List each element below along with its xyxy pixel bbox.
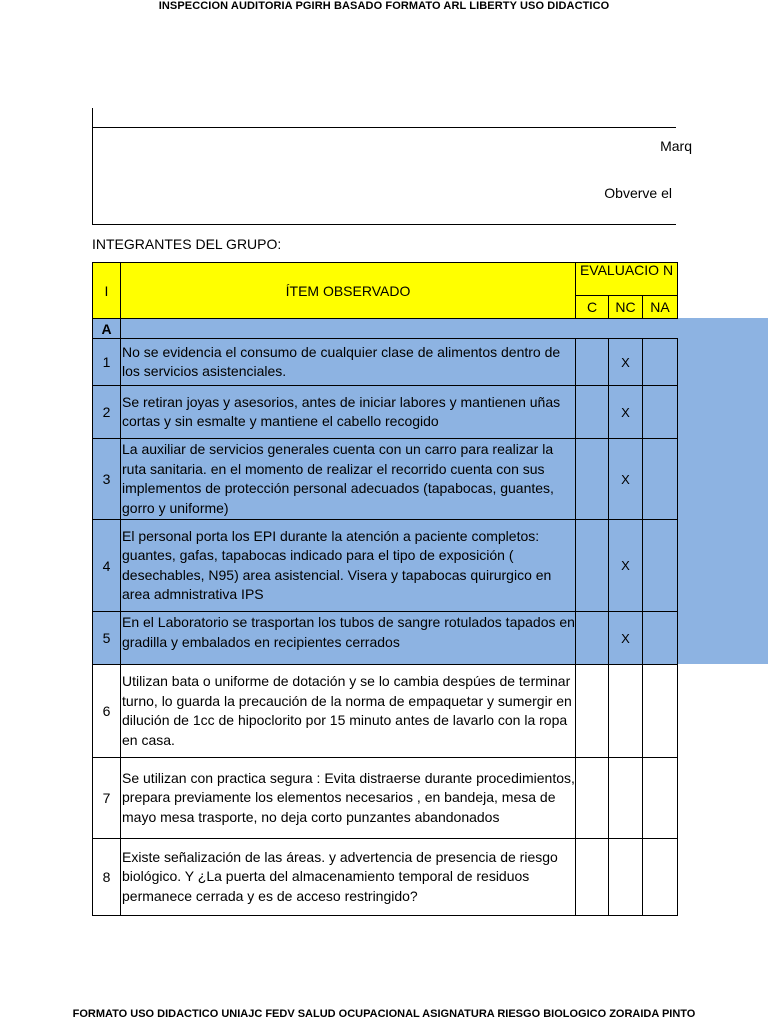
row-number: 7 (93, 758, 121, 839)
row-number: 2 (93, 386, 121, 439)
row-nc-cell[interactable]: X (609, 439, 643, 520)
row-nc-cell[interactable] (609, 758, 643, 839)
group-members-label: INTEGRANTES DEL GRUPO: (92, 236, 282, 252)
row-na-cell[interactable] (643, 439, 678, 520)
table-row (93, 520, 678, 612)
row-nc-cell[interactable] (609, 839, 643, 916)
row-number: 5 (93, 612, 121, 665)
row-nc-cell[interactable]: X (609, 339, 643, 386)
row-na-cell[interactable] (643, 839, 678, 916)
row-nc-cell[interactable]: X (609, 520, 643, 612)
box-line1-clip (92, 136, 692, 158)
table-row (93, 612, 678, 665)
row-item-text: En el Laboratorio se trasportan los tubos de sangre rotulados tapados en gradilla y embalados en recipientes cerrados (121, 612, 576, 665)
row-number: 1 (93, 339, 121, 386)
row-c-cell[interactable] (576, 612, 609, 665)
row-item-text: Se retiran joyas y asesorios, antes de iniciar labores y mantienen uñas cortas y sin esmalte y mantiene el cabello recogido (121, 386, 576, 439)
section-band (121, 319, 678, 339)
row-na-cell[interactable] (643, 339, 678, 386)
row-number: 6 (93, 665, 121, 758)
row-c-cell[interactable] (576, 665, 609, 758)
row-number: 4 (93, 520, 121, 612)
col-nc-header: NC (609, 296, 643, 319)
row-c-cell[interactable] (576, 839, 609, 916)
document-header: INSPECCION AUDITORIA PGIRH BASADO FORMATO ARL LIBERTY USO DIDACTICO (158, 0, 610, 12)
row-c-cell[interactable] (576, 439, 609, 520)
row-number: 3 (93, 439, 121, 520)
row-item-text: Se utilizan con practica segura : Evita distraerse durante procedimientos, prepara previamente los elementos necesarios , en bandeja, mesa de mayo mesa trasporte, no deja corto punzantes abandonados (121, 758, 576, 839)
box-top-rule (92, 127, 676, 128)
col-c-header: C (576, 296, 609, 319)
col-na-header: NA (643, 296, 678, 319)
row-c-cell[interactable] (576, 339, 609, 386)
row-na-cell[interactable] (643, 386, 678, 439)
row-c-cell[interactable] (576, 758, 609, 839)
row-item-text: El personal porta los EPI durante la atención a paciente completos: guantes, gafas, tapabocas indicado para el tipo de exposición ( desechables, N95) area asistencial. Visera y tapabocas quirurgico en area admnistrativa IPS (121, 520, 576, 612)
row-c-cell[interactable] (576, 520, 609, 612)
row-number: 8 (93, 839, 121, 916)
row-na-cell[interactable] (643, 612, 678, 665)
section-label: A (93, 319, 121, 339)
table-row (93, 439, 678, 520)
col-item-header: ÍTEM OBSERVADO (121, 263, 576, 319)
col-index-header: I (93, 263, 121, 319)
row-c-cell[interactable] (576, 386, 609, 439)
box-text-line2: Obverve el (604, 185, 672, 201)
row-item-text: Existe señalización de las áreas. y advertencia de presencia de riesgo biológico. Y ¿La puerta del almacenamiento temporal de residuos permanece cerrada y es de acceso restringido? (121, 839, 576, 916)
row-nc-cell[interactable] (609, 665, 643, 758)
row-na-cell[interactable] (643, 665, 678, 758)
row-item-text: Utilizan bata o uniforme de dotación y se lo cambia despúes de terminar turno, lo guarda la precaución de la norma de empaquetar y sumergir en dilución de 1cc de hipoclorito por 15 minuto antes de lavarlo con la ropa en casa. (121, 665, 576, 758)
box-bottom-rule (92, 224, 676, 225)
table-row (93, 339, 678, 386)
table-row (93, 758, 678, 839)
row-item-text: La auxiliar de servicios generales cuenta con un carro para realizar la ruta sanitaria. en el momento de realizar el recorrido cuenta con sus implementos de protección personal adecuados (tapabocas, guantes, gorro y uniforme) (121, 439, 576, 520)
row-na-cell[interactable] (643, 758, 678, 839)
table-row (93, 386, 678, 439)
col-eval-header: EVALUACIO N (576, 263, 678, 296)
box-left-rule (92, 108, 93, 224)
row-item-text: No se evidencia el consumo de cualquier clase de alimentos dentro de los servicios asistenciales. (121, 339, 576, 386)
row-nc-cell[interactable]: X (609, 612, 643, 665)
inspection-checklist-table (92, 262, 678, 916)
row-nc-cell[interactable]: X (609, 386, 643, 439)
document-footer: FORMATO USO DIDACTICO UNIAJC FEDV SALUD OCUPACIONAL ASIGNATURA RIESGO BIOLOGICO ZORAIDA PINTO (72, 1008, 696, 1020)
table-row (93, 839, 678, 916)
box-line2-clip (92, 183, 676, 205)
box-text-line1: Marq (660, 138, 692, 154)
row-na-cell[interactable] (643, 520, 678, 612)
table-row (93, 665, 678, 758)
